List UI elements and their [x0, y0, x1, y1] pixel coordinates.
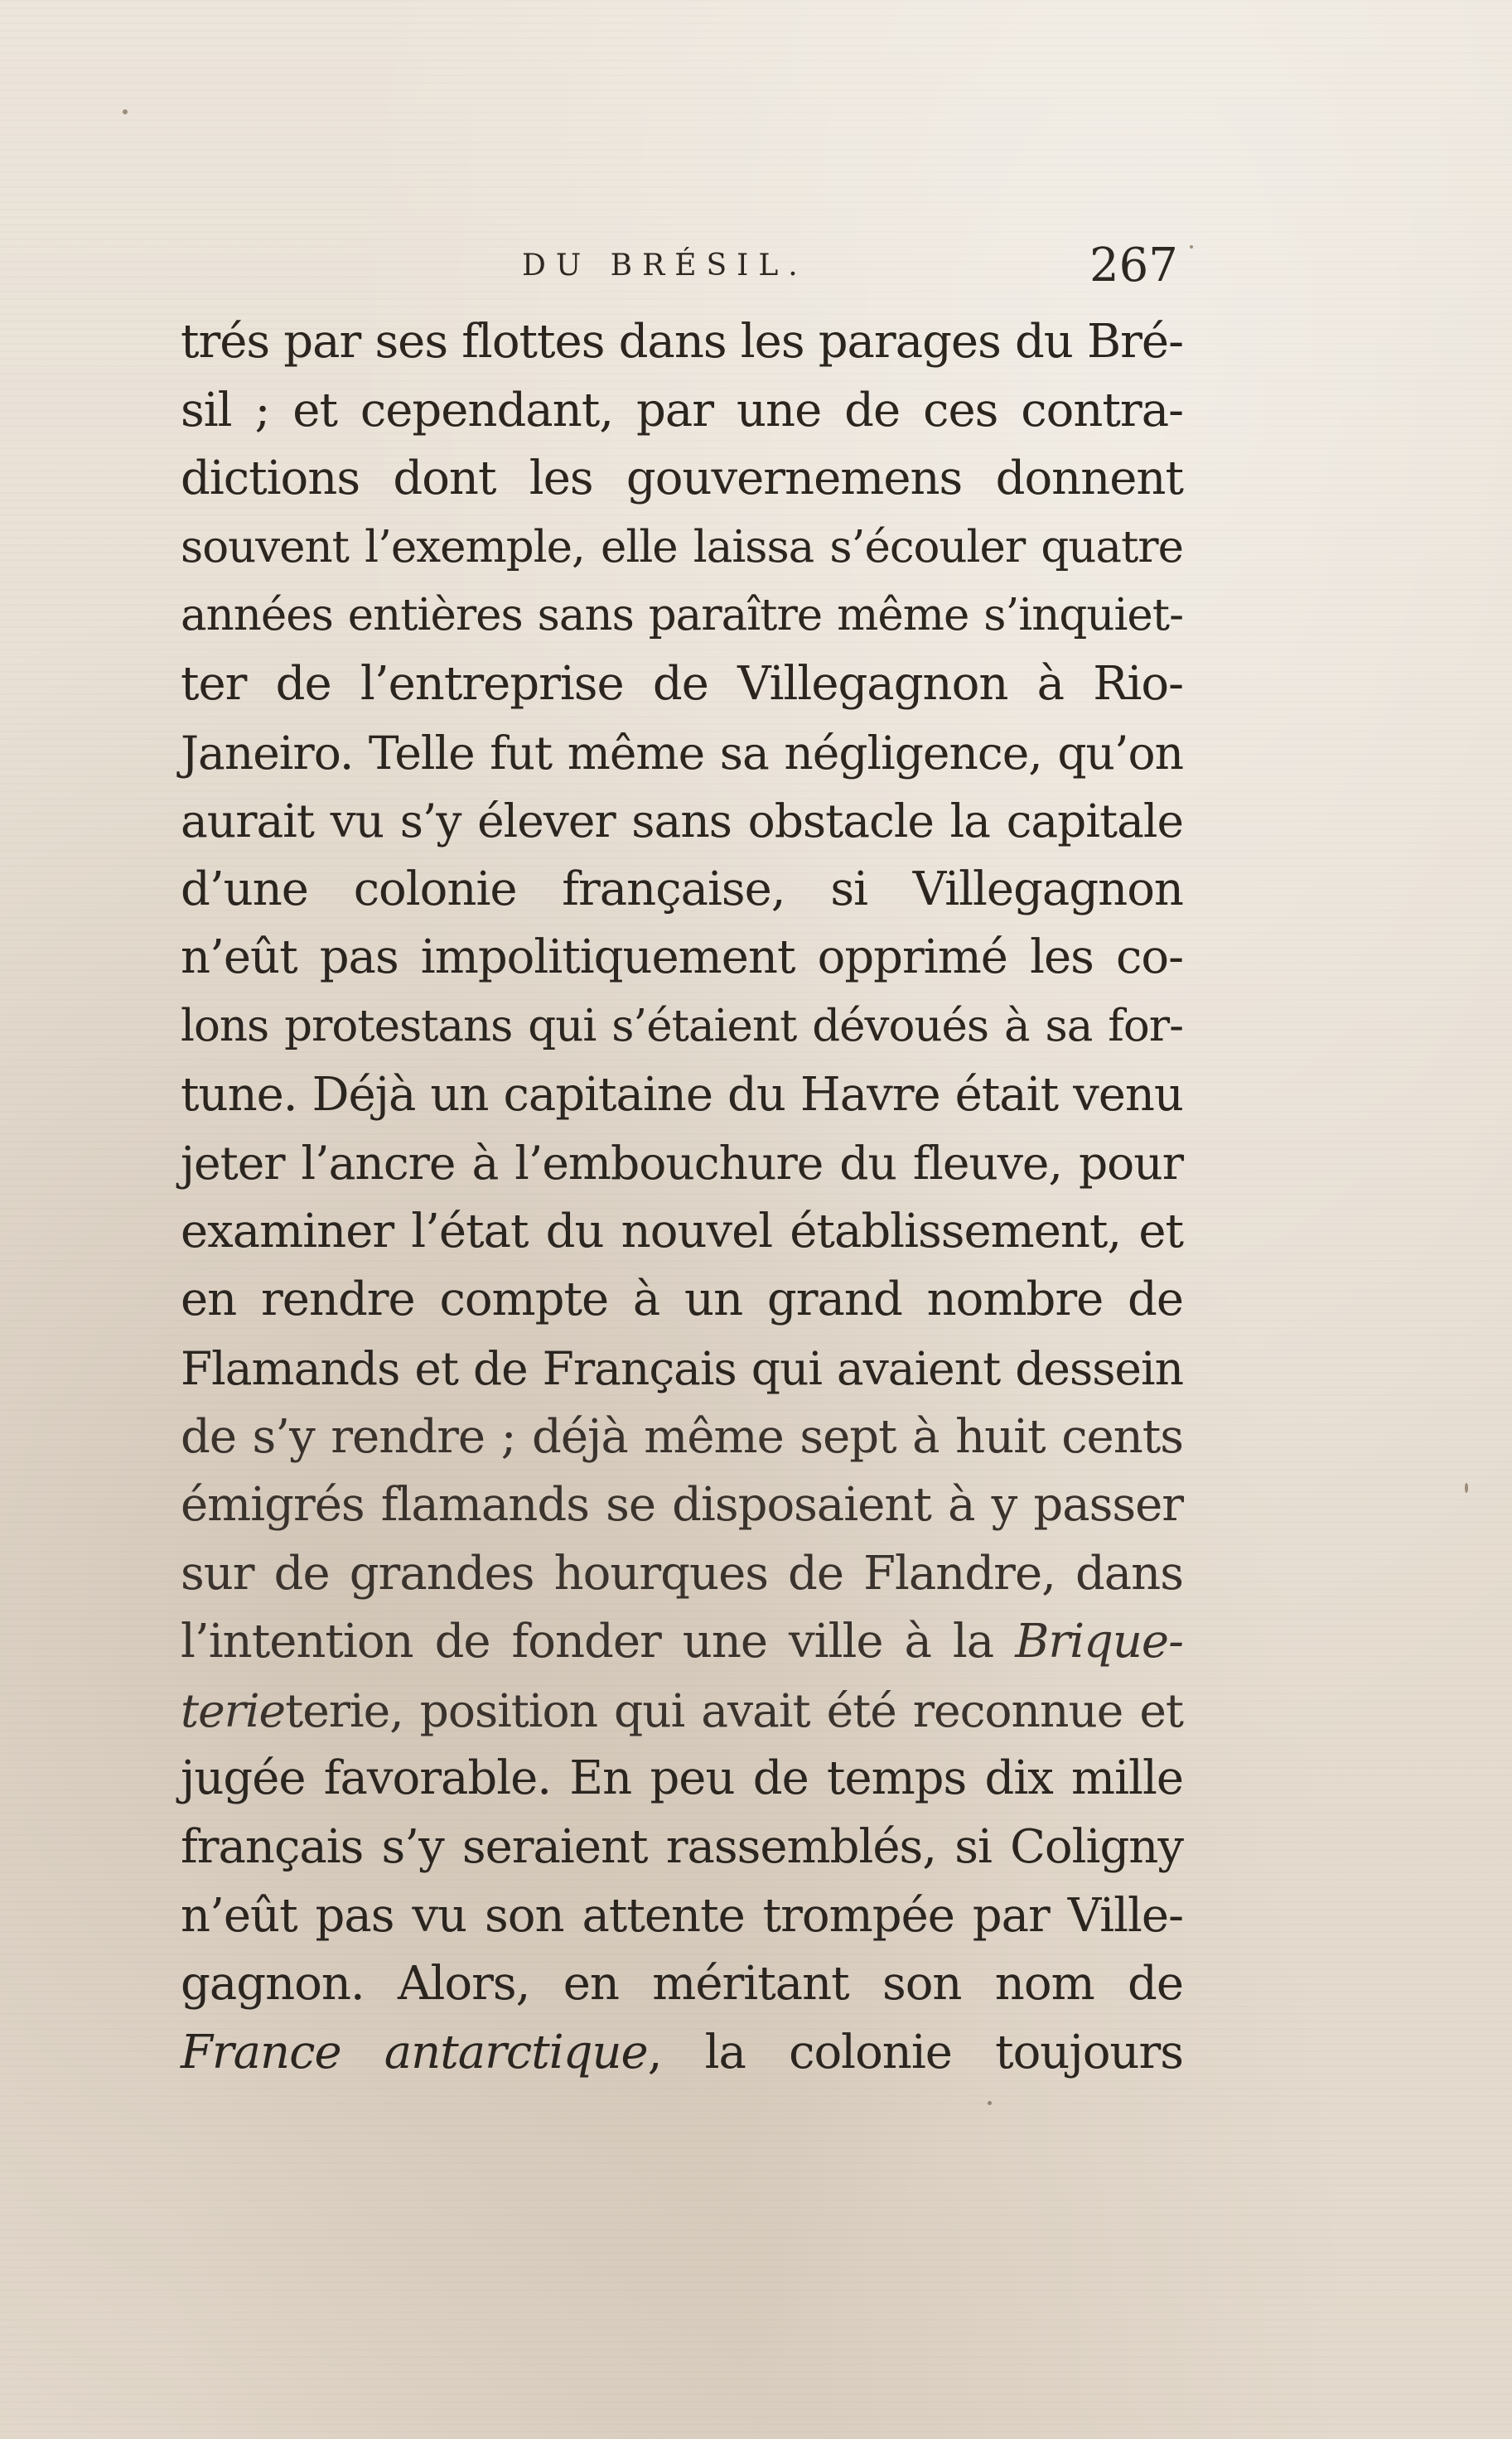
line-text: , la colonie toujours — [647, 2025, 1183, 2079]
italic-term: Brique- — [1015, 1615, 1183, 1669]
italic-term: terie — [181, 1683, 286, 1737]
text-line: ter de l’entreprise de Villegagnon à Rio- — [181, 656, 1183, 711]
text-line: souvent l’exemple, elle laissa s’écouler quatre — [181, 521, 1183, 572]
ink-speck — [1465, 1483, 1468, 1493]
text-line: de s’y rendre ; déjà même sept à huit cents — [181, 1409, 1183, 1464]
text-line: gagnon. Alors, en méritant son nom de — [181, 1957, 1183, 2012]
text-line: d’une colonie française, si Villegagnon — [181, 862, 1183, 916]
text-line: tune. Déjà un capitaine du Havre était venu — [181, 1067, 1183, 1122]
text-line: en rendre compte à un grand nombre de — [181, 1273, 1183, 1327]
line-text: terie, position qui avait été reconnue et — [285, 1683, 1183, 1737]
body-text — [181, 308, 1183, 2087]
text-line: n’eût pas impolitiquement opprimé les co- — [181, 930, 1183, 985]
text-line: aurait vu s’y élever sans obstacle la capitale — [181, 794, 1183, 848]
text-line: n’eût pas vu son attente trompée par Ville- — [181, 1888, 1183, 1943]
running-title: DU BRÉSIL. — [522, 249, 808, 283]
text-line: jeter l’ancre à l’embouchure du fleuve, pour — [181, 1137, 1183, 1191]
text-line: émigrés flamands se disposaient à y passer — [181, 1478, 1183, 1533]
ink-speck — [123, 109, 128, 114]
text-line-with-italic — [181, 1608, 1183, 1677]
italic-term: France antarctique — [181, 2025, 648, 2079]
text-line: Janeiro. Telle fut même sa négligence, qu’on — [181, 726, 1183, 780]
ink-speck — [988, 2101, 992, 2105]
text-line: Flamands et de Français qui avaient dessein — [181, 1341, 1183, 1395]
ink-speck — [1190, 245, 1193, 249]
text-line: sur de grandes hourques de Flandre, dans — [181, 1546, 1183, 1601]
running-head — [522, 239, 1185, 305]
text-line: lons protestans qui s’étaient dévoués à sa for- — [181, 1000, 1183, 1051]
line-text: l’intention de fonder une ville à la — [181, 1615, 994, 1669]
text-line-with-italic — [181, 1677, 1183, 1746]
text-line: années entières sans paraître même s’inquiet- — [181, 590, 1183, 641]
text-line: examiner l’état du nouvel établissement, et — [181, 1204, 1183, 1258]
text-line: dictions dont les gouvernemens donnent — [181, 452, 1183, 506]
text-line: français s’y seraient rassemblés, si Coligny — [181, 1820, 1183, 1875]
text-line-with-italic — [181, 2019, 1183, 2088]
text-line: trés par ses flottes dans les parages du Bré- — [181, 315, 1183, 369]
text-line: jugée favorable. En peu de temps dix mille — [181, 1751, 1183, 1806]
text-line: sil ; et cependant, par une de ces contra- — [181, 383, 1183, 437]
page-number: 267 — [1089, 239, 1178, 292]
